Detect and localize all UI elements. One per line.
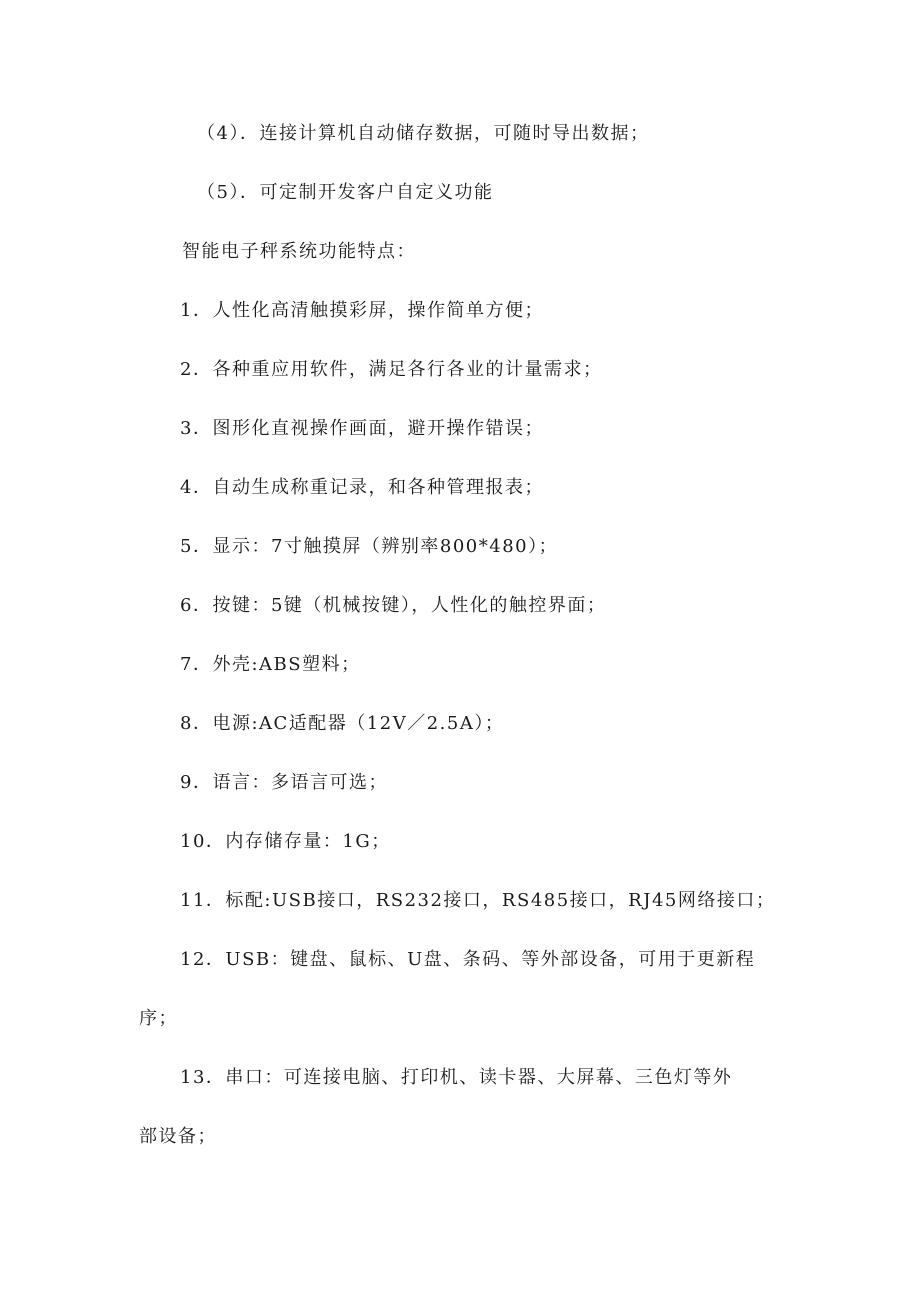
feature-item-12: 12．USB：键盘、鼠标、U盘、条码、等外部设备，可用于更新程 — [180, 949, 756, 970]
feature-item-4: 4．自动生成称重记录，和各种管理报表； — [180, 477, 544, 498]
section-heading: 智能电子秤系统功能特点： — [182, 241, 416, 262]
feature-item-8: 8．电源:AC适配器（12V／2.5A）； — [180, 713, 505, 734]
feature-item-13-continued: 部设备； — [139, 1126, 217, 1147]
feature-item-3: 3．图形化直视操作画面，避开操作错误； — [180, 418, 544, 439]
feature-item-13: 13．串口：可连接电脑、打印机、读卡器、大屏幕、三色灯等外 — [180, 1067, 733, 1088]
feature-item-7: 7．外壳:ABS塑料； — [180, 654, 361, 675]
paragraph-line-1: （4）．连接计算机自动储存数据，可随时导出数据； — [197, 123, 650, 144]
feature-item-9: 9．语言：多语言可选； — [180, 772, 388, 793]
feature-item-11: 11．标配:USB接口，RS232接口，RS485接口，RJ45网络接口； — [180, 890, 776, 911]
feature-item-10: 10．内存储存量：1G； — [180, 831, 391, 852]
feature-item-2: 2．各种重应用软件，满足各行各业的计量需求； — [180, 359, 603, 380]
paragraph-line-2: （5）．可定制开发客户自定义功能 — [197, 182, 494, 203]
feature-item-1: 1．人性化高清触摸彩屏，操作简单方便； — [180, 300, 544, 321]
feature-item-5: 5．显示：7寸触摸屏（辨别率800*480）； — [180, 536, 559, 557]
feature-item-6: 6．按键：5键（机械按键），人性化的触控界面； — [180, 595, 607, 616]
feature-item-12-continued: 序； — [139, 1008, 178, 1029]
